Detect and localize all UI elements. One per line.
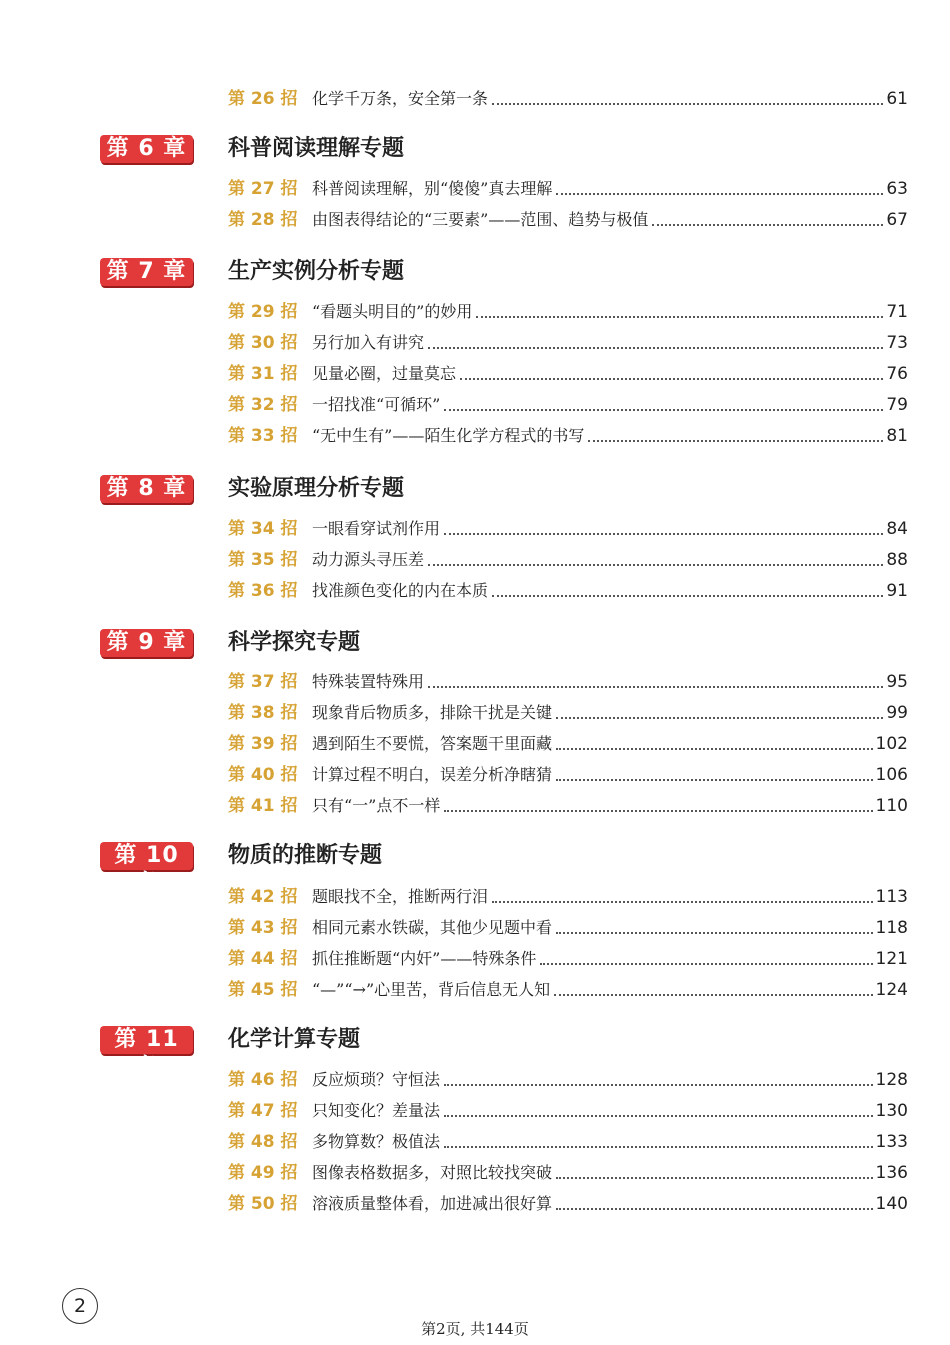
entry-title: 计算过程不明白，误差分析净瞎猜: [312, 765, 553, 784]
entry-line: [312, 915, 908, 941]
entry-line: [312, 547, 908, 573]
dot-leader: [444, 1083, 873, 1086]
entry-number: 第 48 招: [228, 1132, 298, 1152]
entry-page-number: 91: [886, 581, 908, 601]
dot-leader: [588, 439, 883, 442]
entry-page-number: 63: [886, 179, 908, 199]
entry-page-number: 67: [886, 210, 908, 230]
toc-entry[interactable]: [228, 669, 908, 695]
entry-line: [312, 700, 908, 726]
entry-title: “—”“→”心里苦，背后信息无人知: [312, 980, 551, 999]
page-footer: 第2页, 共144页: [421, 1320, 529, 1338]
entry-page-number: 133: [875, 1132, 908, 1152]
entry-page-number: 102: [875, 734, 908, 754]
entry-number: 第 36 招: [228, 581, 298, 601]
entry-page-number: 81: [886, 426, 908, 446]
chapter-badge: 第 11 章: [100, 1026, 193, 1054]
entry-number: 第 31 招: [228, 364, 298, 384]
toc-entry[interactable]: [228, 1191, 908, 1217]
entry-number: 第 33 招: [228, 426, 298, 446]
entry-line: [312, 578, 908, 604]
entry-line: [312, 361, 908, 387]
entry-page-number: 76: [886, 364, 908, 384]
entry-title: 只有“一”点不一样: [312, 796, 441, 815]
entry-line: [312, 762, 908, 788]
entry-line: [312, 176, 908, 202]
toc-entry[interactable]: [228, 176, 908, 202]
toc-entry[interactable]: [228, 793, 908, 819]
toc-entry[interactable]: [228, 86, 908, 112]
entry-line: [312, 1067, 908, 1093]
dot-leader: [444, 1145, 873, 1148]
dot-leader: [444, 809, 872, 812]
entry-number: 第 39 招: [228, 734, 298, 754]
entry-title: “看题头明目的”的妙用: [312, 302, 473, 321]
dot-leader: [428, 563, 883, 566]
entry-number: 第 35 招: [228, 550, 298, 570]
entry-number: 第 45 招: [228, 980, 298, 1000]
entry-line: [312, 1191, 908, 1217]
entry-title: 图像表格数据多，对照比较找突破: [312, 1163, 553, 1182]
dot-leader: [556, 716, 883, 719]
entry-line: [312, 392, 908, 418]
chapter-heading: [100, 473, 920, 507]
chapter-heading: [100, 840, 920, 896]
toc-entry[interactable]: [228, 1098, 908, 1124]
entry-line: [312, 86, 908, 112]
dot-leader: [652, 223, 883, 226]
dot-leader: [476, 315, 883, 318]
entry-title: 只知变化？差量法: [312, 1101, 441, 1120]
entry-line: [312, 946, 908, 972]
entry-number: 第 42 招: [228, 887, 298, 907]
entry-page-number: 99: [886, 703, 908, 723]
toc-entry[interactable]: [228, 299, 908, 325]
entry-title: 遇到陌生不要慌，答案题干里面藏: [312, 734, 553, 753]
chapter-title: 生产实例分析专题: [228, 259, 405, 284]
dot-leader: [540, 962, 872, 965]
chapter-title: 物质的推断专题: [228, 843, 383, 868]
toc-entry[interactable]: [228, 578, 908, 604]
entry-number: 第 41 招: [228, 796, 298, 816]
entry-line: [312, 516, 908, 542]
chapter-title: 科普阅读理解专题: [228, 136, 405, 161]
entry-number: 第 32 招: [228, 395, 298, 415]
entry-line: [312, 793, 908, 819]
entry-title: 另行加入有讲究: [312, 333, 425, 352]
entry-page-number: 61: [886, 89, 908, 109]
entry-title: 见量必圈，过量莫忘: [312, 364, 457, 383]
toc-entry[interactable]: [228, 884, 908, 910]
entry-line: [312, 207, 908, 233]
toc-entry[interactable]: [228, 762, 908, 788]
chapter-badge: 第 6 章: [100, 135, 193, 163]
toc-entry[interactable]: [228, 1160, 908, 1186]
entry-number: 第 37 招: [228, 672, 298, 692]
entry-title: “无中生有”——陌生化学方程式的书写: [312, 426, 585, 445]
dot-leader: [460, 377, 883, 380]
dot-leader: [556, 1207, 873, 1210]
toc-entry[interactable]: [228, 361, 908, 387]
entry-title: 一眼看穿试剂作用: [312, 519, 441, 538]
entry-title: 找准颜色变化的内在本质: [312, 581, 489, 600]
dot-leader: [492, 900, 873, 903]
entry-line: [312, 669, 908, 695]
entry-number: 第 40 招: [228, 765, 298, 785]
entry-title: 现象背后物质多，排除干扰是关键: [312, 703, 553, 722]
entry-line: [312, 1098, 908, 1124]
entry-line: [312, 977, 908, 1003]
toc-entry[interactable]: [228, 423, 908, 449]
entry-number: 第 38 招: [228, 703, 298, 723]
entry-page-number: 73: [886, 333, 908, 353]
dot-leader: [556, 747, 873, 750]
entry-line: [312, 884, 908, 910]
entry-number: 第 26 招: [228, 89, 298, 109]
toc-entry[interactable]: [228, 915, 908, 941]
entry-page-number: 113: [875, 887, 908, 907]
dot-leader: [554, 993, 872, 996]
chapter-heading: [100, 133, 920, 167]
toc-entry[interactable]: [228, 516, 908, 542]
entry-number: 第 49 招: [228, 1163, 298, 1183]
toc-entry[interactable]: [228, 700, 908, 726]
entry-number: 第 28 招: [228, 210, 298, 230]
chapter-heading: [100, 256, 920, 290]
entry-number: 第 46 招: [228, 1070, 298, 1090]
entry-page-number: 118: [875, 918, 908, 938]
dot-leader: [492, 102, 883, 105]
entry-page-number: 128: [875, 1070, 908, 1090]
toc-entry[interactable]: [228, 731, 908, 757]
entry-page-number: 71: [886, 302, 908, 322]
entry-number: 第 29 招: [228, 302, 298, 322]
entry-title: 一招找准“可循环”: [312, 395, 441, 414]
chapter-badge: 第 10 章: [100, 842, 193, 870]
entry-title: 题眼找不全，推断两行泪: [312, 887, 489, 906]
entry-page-number: 140: [875, 1194, 908, 1214]
toc-entry[interactable]: [228, 946, 908, 972]
entry-number: 第 30 招: [228, 333, 298, 353]
entry-title: 科普阅读理解，别“傻傻”真去理解: [312, 179, 553, 198]
chapter-heading: [100, 627, 920, 661]
toc-entry[interactable]: [228, 392, 908, 418]
entry-number: 第 34 招: [228, 519, 298, 539]
chapter-badge: 第 9 章: [100, 629, 193, 657]
toc-entry[interactable]: [228, 207, 908, 233]
entry-page-number: 121: [875, 949, 908, 969]
entry-line: [312, 423, 908, 449]
entry-title: 反应烦琐？守恒法: [312, 1070, 441, 1089]
entry-title: 化学千万条，安全第一条: [312, 89, 489, 108]
entry-page-number: 130: [875, 1101, 908, 1121]
entry-page-number: 136: [875, 1163, 908, 1183]
toc-entry[interactable]: [228, 330, 908, 356]
entry-number: 第 44 招: [228, 949, 298, 969]
entry-line: [312, 330, 908, 356]
entry-page-number: 95: [886, 672, 908, 692]
dot-leader: [428, 346, 883, 349]
entry-line: [312, 1160, 908, 1186]
chapter-badge: 第 7 章: [100, 258, 193, 286]
dot-leader: [556, 931, 873, 934]
entry-number: 第 50 招: [228, 1194, 298, 1214]
chapter-title: 实验原理分析专题: [228, 476, 405, 501]
dot-leader: [556, 192, 883, 195]
entry-title: 抓住推断题“内奸”——特殊条件: [312, 949, 537, 968]
entry-line: [312, 731, 908, 757]
entry-number: 第 43 招: [228, 918, 298, 938]
entry-line: [312, 299, 908, 325]
toc-entry[interactable]: [228, 547, 908, 573]
chapter-badge: 第 8 章: [100, 475, 193, 503]
entry-title: 多物算数？极值法: [312, 1132, 441, 1151]
toc-entry[interactable]: [228, 1067, 908, 1093]
toc-entry[interactable]: [228, 1129, 908, 1155]
entry-page-number: 124: [875, 980, 908, 1000]
page-number-badge: 2: [62, 1288, 98, 1324]
dot-leader: [444, 532, 883, 535]
chapter-title: 化学计算专题: [228, 1027, 361, 1052]
dot-leader: [444, 408, 883, 411]
entry-title: 动力源头寻压差: [312, 550, 425, 569]
entry-page-number: 79: [886, 395, 908, 415]
chapter-title: 科学探究专题: [228, 630, 361, 655]
entry-page-number: 88: [886, 550, 908, 570]
entry-title: 相同元素水铁碳，其他少见题中看: [312, 918, 553, 937]
toc-entry[interactable]: [228, 977, 908, 1003]
entry-title: 特殊装置特殊用: [312, 672, 425, 691]
dot-leader: [556, 1176, 873, 1179]
dot-leader: [444, 1114, 873, 1117]
entry-number: 第 27 招: [228, 179, 298, 199]
entry-number: 第 47 招: [228, 1101, 298, 1121]
entry-page-number: 84: [886, 519, 908, 539]
dot-leader: [428, 685, 883, 688]
entry-title: 溶液质量整体看，加进减出很好算: [312, 1194, 553, 1213]
entry-line: [312, 1129, 908, 1155]
entry-page-number: 106: [875, 765, 908, 785]
entry-page-number: 110: [875, 796, 908, 816]
entry-title: 由图表得结论的“三要素”——范围、趋势与极值: [312, 210, 649, 229]
dot-leader: [556, 778, 873, 781]
dot-leader: [492, 594, 883, 597]
